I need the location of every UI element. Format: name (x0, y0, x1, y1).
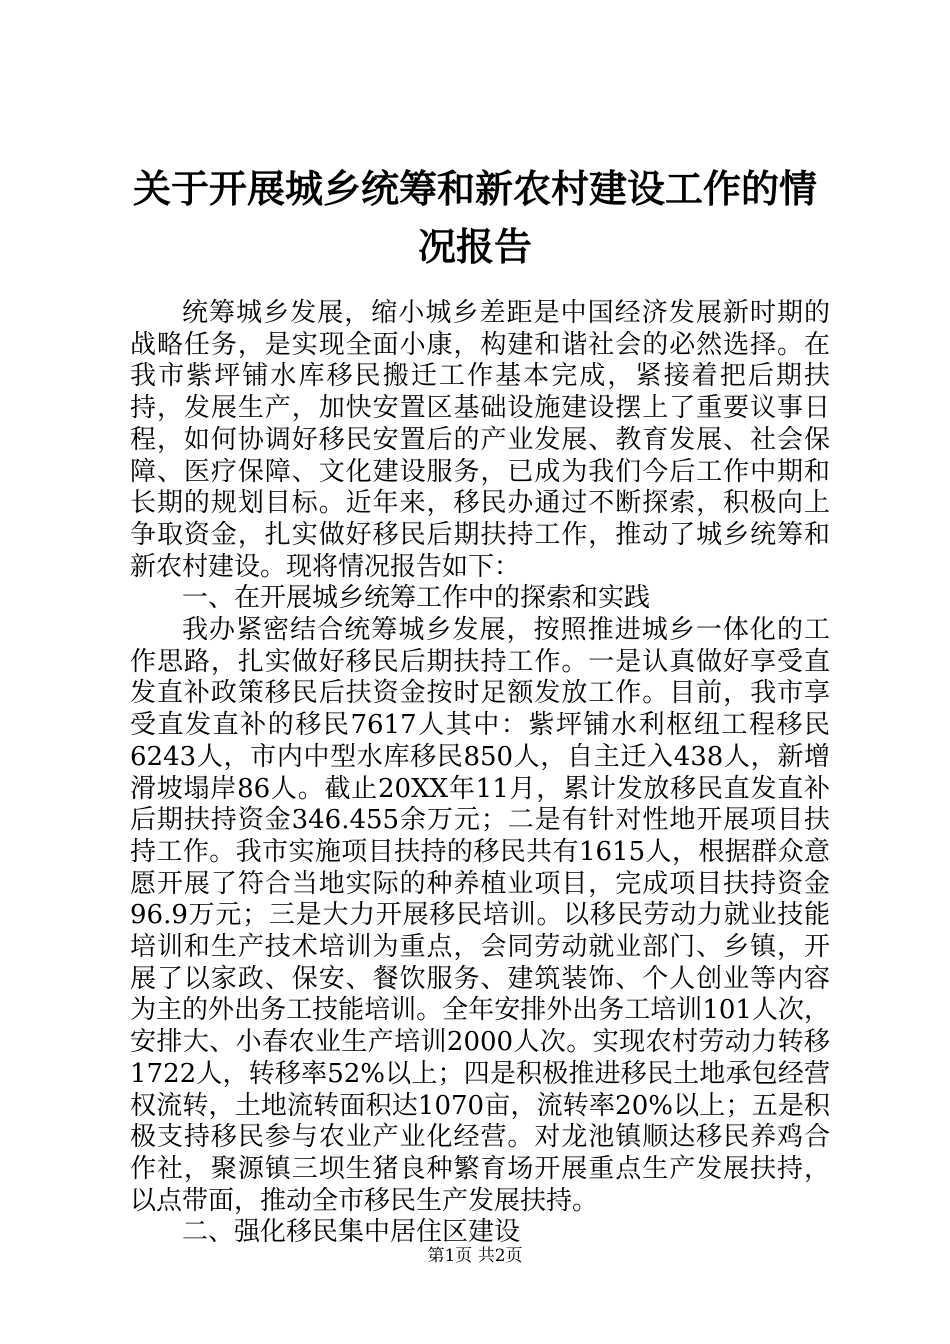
paragraph-intro: 统筹城乡发展，缩小城乡差距是中国经济发展新时期的战略任务，是实现全面小康，构建和谐社会的必然选择。在我市紫坪铺水库移民搬迁工作基本完成，紧接着把后期扶持，发展生产，加快安置区基础设施建设摆上了重要议事日程，如何协调好移民安置后的产业发展、教育发展、社会保障、医疗保障、文化建设服务，已成为我们今后工作中期和长期的规划目标。近年来，移民办通过不断探索，积极向上争取资金，扎实做好移民后期扶持工作，推动了城乡统筹和新农村建设。现将情况报告如下： (130, 298, 830, 582)
section-heading-1: 一、在开展城乡统筹工作中的探索和实践 (182, 583, 651, 614)
page-number-footer: 第1页 共2页 (427, 1246, 523, 1266)
section-heading-2: 二、强化移民集中居住区建设 (182, 1217, 521, 1248)
document-body (130, 298, 830, 1249)
document-title: 关于开展城乡统筹和新农村建设工作的情况报告 (132, 166, 817, 269)
paragraph-section-1: 我办紧密结合统筹城乡发展，按照推进城乡一体化的工作思路，扎实做好移民后期扶持工作。一是认真做好享受直发直补政策移民后扶资金按时足额发放工作。目前，我市享受直发直补的移民7617人其中：紫坪铺水利枢纽工程移民6243人，市内中型水库移民850人，自主迁入438人，新增滑坡塌岸86人。截止20XX年11月，累计发放移民直发直补后期扶持资金346.455余万元；二是有针对性地开展项目扶持工作。我市实施项目扶持的移民共有1615人，根据群众意愿开展了符合当地实际的种养植业项目，完成项目扶持资金96.9万元；三是大力开展移民培训。以移民劳动力就业技能培训和生产技术培训为重点，会同劳动就业部门、乡镇，开展了以家政、保安、餐饮服务、建筑装饰、个人创业等内容为主的外出务工技能培训。全年安排外出务工培训101人次，安排大、小春农业生产培训2000人次。实现农村劳动力转移1722人，转移率52%以上；四是积极推进移民土地承包经营权流转，土地流转面积达1070亩，流转率20%以上；五是积极支持移民参与农业产业化经营。对龙池镇顺达移民养鸡合作社，聚源镇三坝生猪良种繁育场开展重点生产发展扶持，以点带面，推动全市移民生产发展扶持。 (130, 615, 830, 1216)
